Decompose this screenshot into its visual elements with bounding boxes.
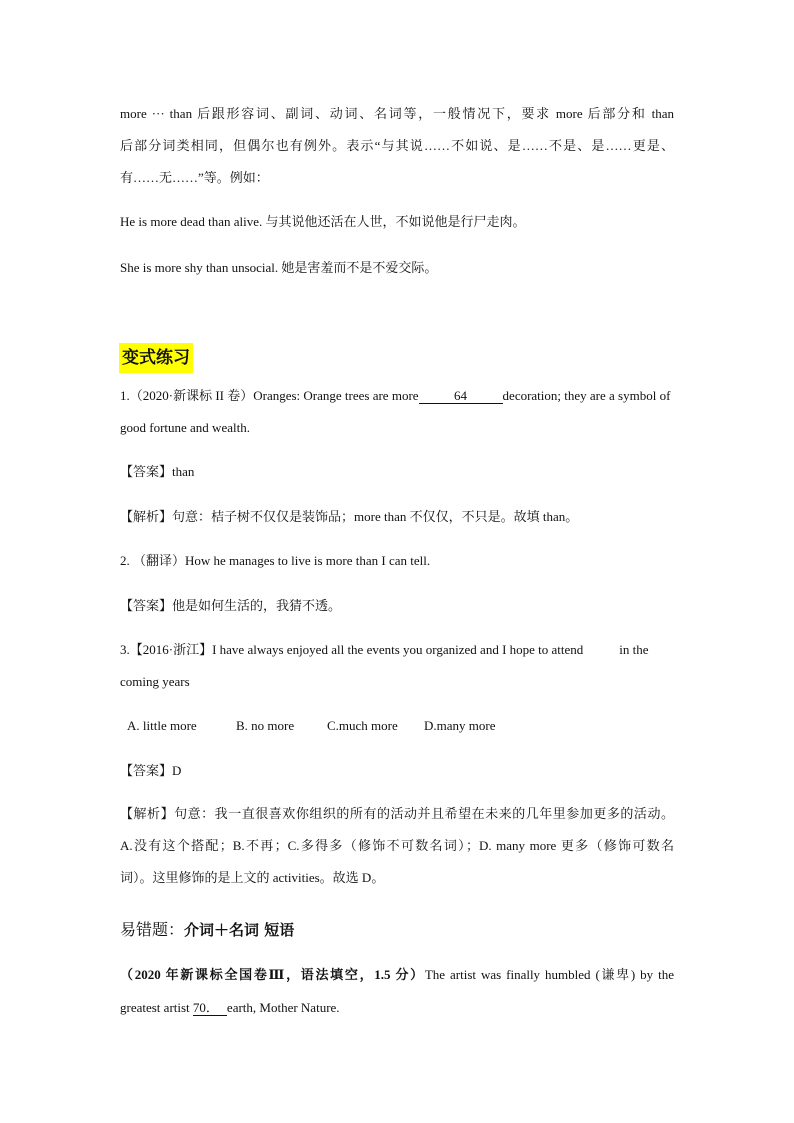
question-3-answer: 【答案】D xyxy=(120,763,182,778)
question-1-prefix: 1.（2020·新课标 II 卷）Oranges: Orange trees are more xyxy=(120,388,419,403)
example-sentence-2: She is more shy than unsocial. 她是害羞而不是不爱交际。 xyxy=(120,260,438,275)
question-3-analysis-line-3: 词）。这里修饰的是上文的 activities。故选 D。 xyxy=(120,870,385,885)
option-a: A. little more xyxy=(127,718,197,733)
option-c: C.much more xyxy=(327,718,398,733)
question-3-options xyxy=(127,717,495,735)
question-3-analysis-line-2: A.没有这个搭配；B.不再；C.多得多（修饰不可数名词）；D. many more 更多（修饰可数名 xyxy=(120,838,674,853)
question-1-answer: 【答案】than xyxy=(120,464,195,479)
question-4-prefix: greatest artist xyxy=(120,1000,193,1015)
error-section-heading xyxy=(120,919,294,941)
intro-line-1: more ··· than 后跟形容词、副词、动词、名词等，一般情况下，要求 more 后部分和 than xyxy=(120,106,674,121)
question-4-source: （2020 年新课标全国卷Ⅲ，语法填空，1.5 分） xyxy=(120,967,425,982)
question-3-prefix: 3.【2016·浙江】I have always enjoyed all the events you organized and I hope to attend xyxy=(120,642,584,657)
intro-line-2: 后部分词类相同，但偶尔也有例外。表示“与其说……不如说、是……不是、是……更是、 xyxy=(120,138,674,153)
question-3-suffix: in the xyxy=(619,642,649,657)
option-b: B. no more xyxy=(236,718,295,733)
question-3-line-2: coming years xyxy=(120,674,190,689)
question-3-line-1 xyxy=(120,641,649,659)
question-1-analysis: 【解析】句意：桔子树不仅仅是装饰品；more than 不仅仅，不只是。故填 than。 xyxy=(120,509,579,524)
question-2-text: 2. （翻译）How he manages to live is more than I can tell. xyxy=(120,553,431,568)
section-title-highlight: 变式练习 xyxy=(119,343,193,373)
example-sentence-1: He is more dead than alive. 与其说他还活在人世，不如说他是行尸走肉。 xyxy=(120,214,526,229)
option-d: D.many more xyxy=(424,718,496,733)
question-2-answer: 【答案】他是如何生活的，我猜不透。 xyxy=(120,598,342,613)
question-4-text: The artist was finally humbled (谦卑) by the xyxy=(424,967,674,982)
question-1-line-2: good fortune and wealth. xyxy=(120,420,250,435)
question-4-line-1 xyxy=(120,966,674,984)
question-1-blank: 64 xyxy=(419,389,503,404)
question-1-line-1 xyxy=(120,387,670,405)
question-4-suffix: earth, Mother Nature. xyxy=(226,1000,340,1015)
error-section-topic: 介词＋名词 短语 xyxy=(184,921,295,939)
intro-line-3: 有……无……”等。例如： xyxy=(120,170,269,185)
error-section-label: 易错题： xyxy=(120,920,185,939)
question-3-analysis-line-1: 【解析】句意：我一直很喜欢你组织的所有的活动并且希望在未来的几年里参加更多的活动。 xyxy=(120,806,674,821)
question-1-suffix: decoration; they are a symbol of xyxy=(502,388,671,403)
question-4-blank: 70． xyxy=(193,1001,227,1016)
question-4-line-2 xyxy=(120,999,340,1017)
